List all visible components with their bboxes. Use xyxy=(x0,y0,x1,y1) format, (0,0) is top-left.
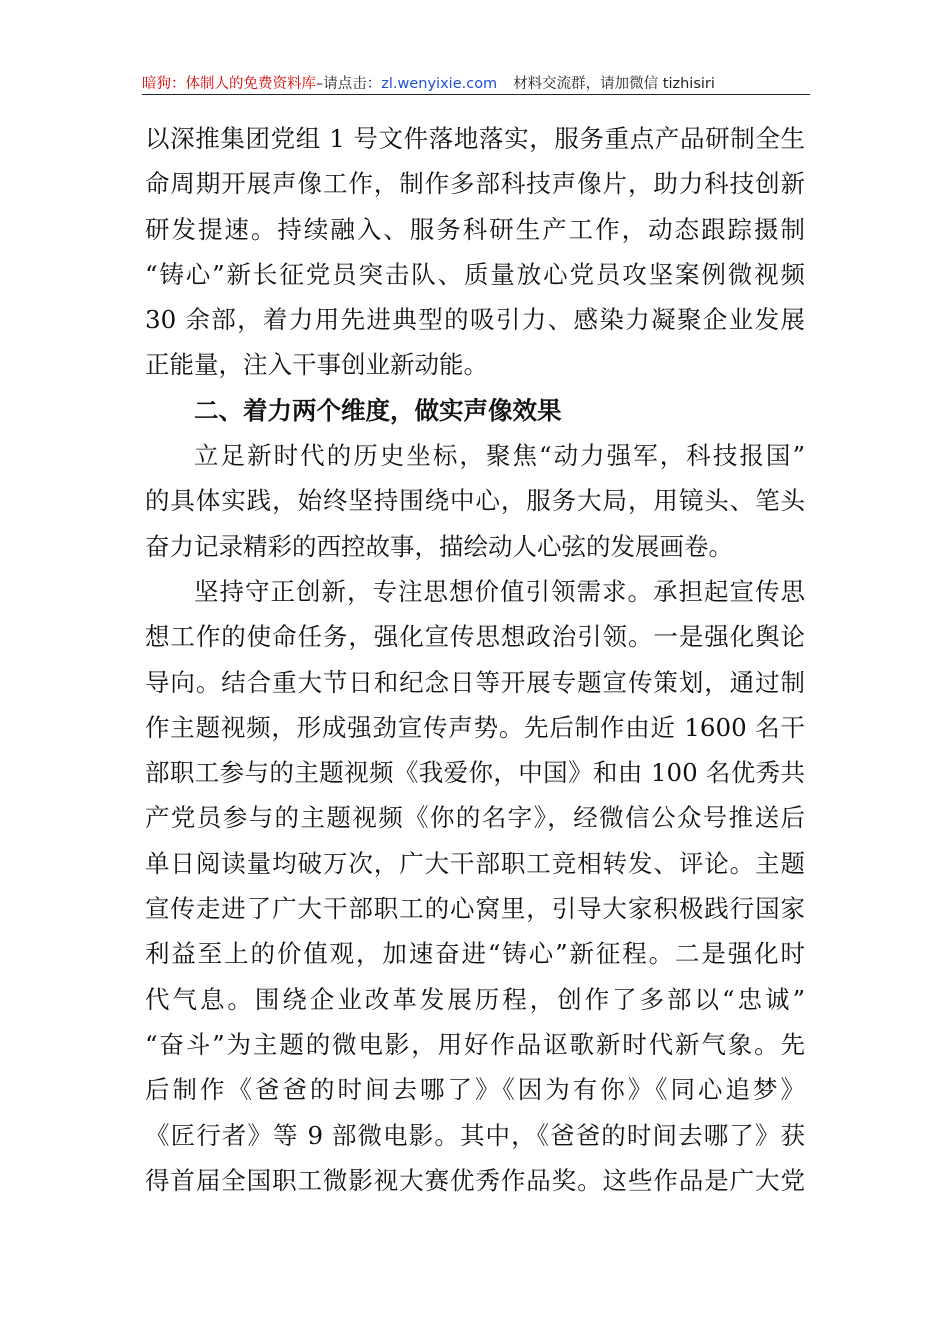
text-line: 命周期开展声像工作，制作多部科技声像片，助力科技创新 xyxy=(145,169,805,199)
text-line: 单日阅读量均破万次，广大干部职工竞相转发、评论。主题 xyxy=(145,848,805,878)
header-prompt: –请点击： xyxy=(316,76,382,92)
text-line: 产党员参与的主题视频《你的名字》，经微信公众号推送后 xyxy=(145,803,805,833)
text-line: 宣传走进了广大干部职工的心窝里，引导大家积极践行国家 xyxy=(145,894,805,924)
text-line: “铸心”新长征党员突击队、质量放心党员攻坚案例微视频 xyxy=(145,259,805,289)
text-line: 后制作《爸爸的时间去哪了》《因为有你》《同心追梦》 xyxy=(145,1075,805,1105)
text-line: 得首届全国职工微影视大赛优秀作品奖。这些作品是广大党 xyxy=(145,1165,805,1195)
text-line: 想工作的使命任务，强化宣传思想政治引领。一是强化舆论 xyxy=(145,622,805,652)
document-body xyxy=(145,116,805,1203)
section-heading: 二、着力两个维度，做实声像效果 xyxy=(194,395,562,425)
header-brand[interactable]: 暗狗：体制人的免费资料库 xyxy=(142,76,316,92)
text-line: “奋斗”为主题的微电影，用好作品讴歌新时代新气象。先 xyxy=(145,1029,805,1059)
text-line: 作主题视频，形成强劲宣传声势。先后制作由近 1600 名干 xyxy=(145,712,805,742)
header-url-link[interactable]: zl.wenyixie.com xyxy=(381,76,498,92)
text-line: 立足新时代的历史坐标，聚焦“动力强军，科技报国” xyxy=(194,441,805,471)
text-line: 研发提速。持续融入、服务科研生产工作，动态跟踪摄制 xyxy=(145,214,805,244)
text-line: 利益至上的价值观，加速奋进“铸心”新征程。二是强化时 xyxy=(145,939,805,969)
text-line: 导向。结合重大节日和纪念日等开展专题宣传策划，通过制 xyxy=(145,667,805,697)
text-line: 以深推集团党组 1 号文件落地落实，服务重点产品研制全生 xyxy=(145,124,805,153)
text-line: 部职工参与的主题视频《我爱你，中国》和由 100 名优秀共 xyxy=(145,758,805,788)
text-line: 30 余部，着力用先进典型的吸引力、感染力凝聚企业发展 xyxy=(145,305,805,335)
header-wechat-note: 材料交流群，请加微信 tizhisiri xyxy=(513,76,715,92)
text-line: 奋力记录精彩的西控故事，描绘动人心弦的发展画卷。 xyxy=(145,531,733,561)
text-line: 的具体实践，始终坚持围绕中心，服务大局，用镜头、笔头 xyxy=(145,486,805,516)
text-line: 坚持守正创新，专注思想价值引领需求。承担起宣传思 xyxy=(194,576,805,606)
text-line: 《匠行者》等 9 部微电影。其中，《爸爸的时间去哪了》获 xyxy=(145,1120,805,1150)
header-divider xyxy=(142,94,810,95)
text-line: 代气息。围绕企业改革发展历程，创作了多部以“忠诚” xyxy=(145,984,805,1014)
text-line: 正能量，注入干事创业新动能。 xyxy=(145,350,488,380)
page-header xyxy=(142,72,810,92)
